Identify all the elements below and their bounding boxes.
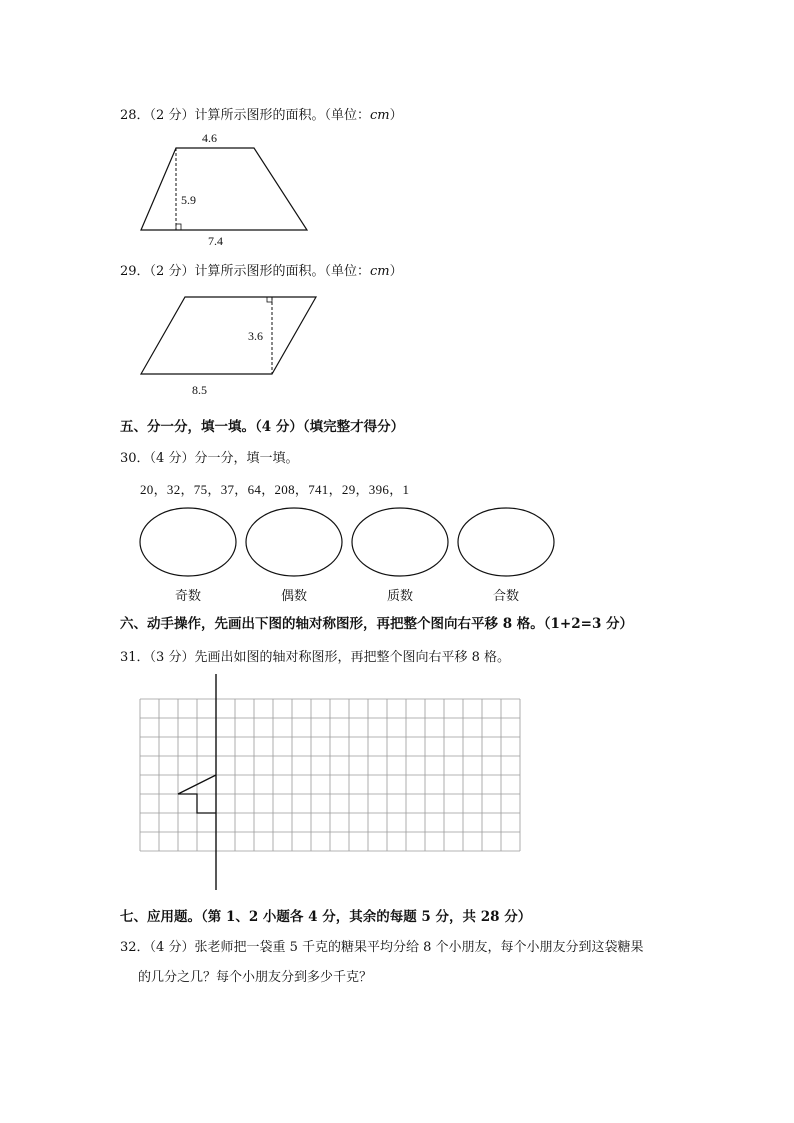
trapezoid-height-label: 5.9	[181, 193, 196, 207]
parallelogram-shape	[141, 297, 316, 374]
trapezoid-top-label: 4.6	[202, 131, 217, 145]
q28-text: 28．（2 分）计算所示图形的面积。（单位：	[120, 108, 370, 123]
q28-prompt	[120, 104, 403, 123]
label-composite: 合数	[492, 589, 519, 604]
right-angle-mark	[267, 297, 272, 302]
classification-ovals	[135, 505, 565, 583]
grid-figure	[130, 670, 530, 895]
section-5-heading: 五、分一分，填一填。（4 分）（填完整才得分）	[120, 419, 405, 435]
oval-even[interactable]	[246, 508, 342, 576]
q30-numbers: 20，32，75，37，64，208，741，29，396，1	[140, 482, 410, 497]
label-even: 偶数	[280, 589, 307, 604]
grid-lines	[140, 699, 520, 851]
q30-prompt: 30．（4 分）分一分，填一填。	[120, 451, 299, 466]
parallelogram-figure	[135, 290, 325, 402]
q28-unit: cm	[369, 108, 390, 123]
parallelogram-height-label: 3.6	[248, 329, 263, 343]
q32-line1: 32．（4 分）张老师把一袋重 5 千克的糖果平均分给 8 个小朋友，每个小朋友分到这袋糖果	[120, 940, 644, 955]
trapezoid-shape	[141, 148, 307, 230]
q29-close: ）	[389, 264, 403, 279]
oval-prime[interactable]	[352, 508, 448, 576]
section-7-heading: 七、应用题。（第 1、2 小题各 4 分，其余的每题 5 分，共 28 分）	[120, 909, 532, 925]
oval-composite[interactable]	[458, 508, 554, 576]
oval-odd[interactable]	[140, 508, 236, 576]
trapezoid-bottom-label: 7.4	[208, 234, 223, 248]
label-odd: 奇数	[174, 589, 201, 604]
q29-unit: cm	[369, 264, 390, 279]
trapezoid-figure	[135, 128, 320, 248]
q29-text: 29．（2 分）计算所示图形的面积。（单位：	[120, 264, 370, 279]
label-prime: 质数	[386, 589, 413, 604]
right-angle-mark	[176, 224, 181, 230]
section-6-heading: 六、动手操作，先画出下图的轴对称图形，再把整个图向右平移 8 格。（1+2=3 分）	[120, 616, 634, 632]
q29-prompt	[120, 260, 403, 279]
parallelogram-base-label: 8.5	[192, 383, 207, 397]
q32-line2: 的几分之几？每个小朋友分到多少千克？	[138, 970, 373, 985]
q28-close: ）	[389, 108, 403, 123]
q31-prompt: 31．（3 分）先画出如图的轴对称图形，再把整个图向右平移 8 格。	[120, 650, 510, 665]
